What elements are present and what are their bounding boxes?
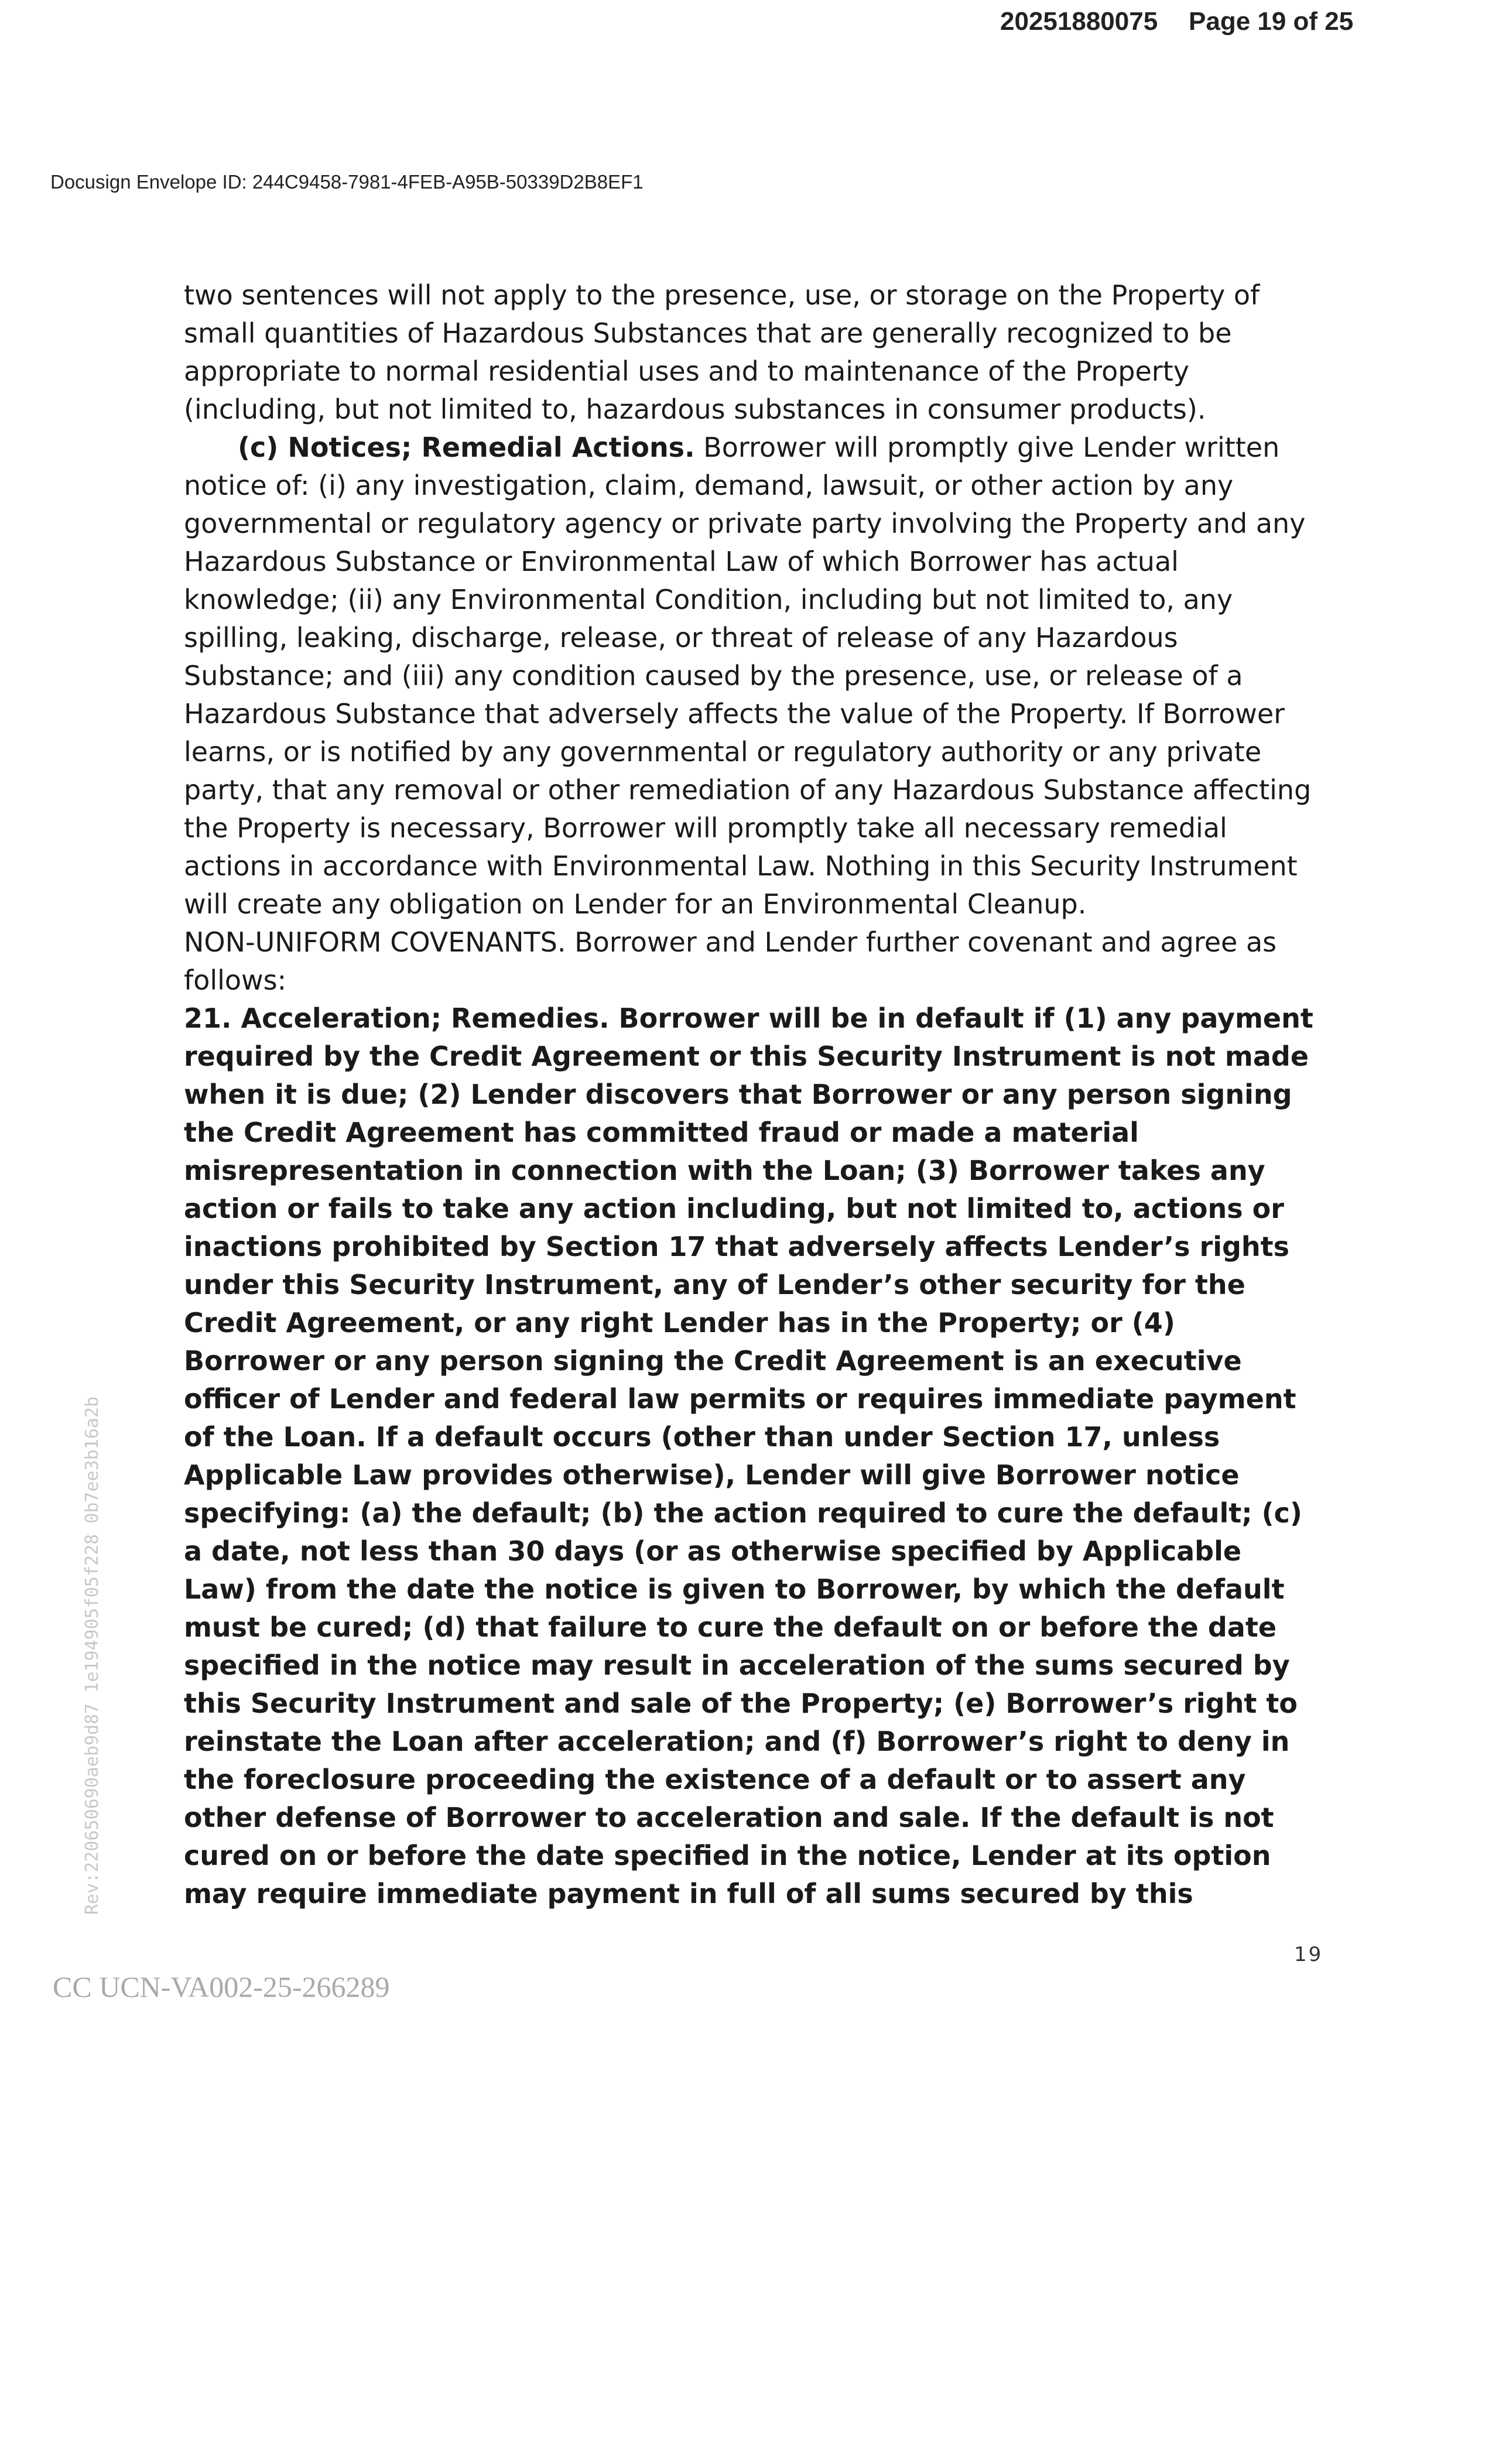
paragraph-notices [184,429,1320,923]
page-indicator: Page 19 of 25 [1189,7,1354,36]
non-uniform-covenants: NON-UNIFORM COVENANTS. Borrower and Lender further covenant and agree as follows: [184,926,1277,996]
recording-number: 20251880075 [1000,7,1158,36]
footer-stamp: CC UCN-VA002-25-266289 [53,1970,390,2003]
section-21-acceleration-remedies: 21. Acceleration; Remedies. Borrower will be in default if (1) any payment required by the Credit Agreement or this Security Instrument is not made when it is due; (2) Lender discovers that Borrower or any person signing the Credit Agreement has committed fraud or made a material misrepresentation in connection with the Loan; (3) Borrower takes any action or fails to take any action including, but not limited to, actions or inactions prohibited by Section 17 that adversely affects Lender’s rights under this Security Instrument, any of Lender’s other security for the Credit Agreement, or any right Lender has in the Property; or (4) Borrower or any person signing the Credit Agreement is an executive officer of Lender and federal law permits or requires immediate payment of the Loan. If a default occurs (other than under Section 17, unless Applicable Law provides otherwise), Lender will give Borrower notice specifying: (a) the default; (b) the action required to cure the default; (c) a date, not less than 30 days (or as otherwise specified by Applicable Law) from the date the notice is given to Borrower, by which the default must be cured; (d) that failure to cure the default on or before the date specified in the notice may result in acceleration of the sums secured by this Security Instrument and sale of the Property; (e) Borrower’s right to reinstate the Loan after acceleration; and (f) Borrower’s right to deny in the foreclosure proceeding the existence of a default or to assert any other defense of Borrower to acceleration and sale. If the default is not cured on or before the date specified in the notice, Lender at its option may require immediate payment in full of all sums secured by this [184,1002,1313,1909]
docusign-envelope-id: Docusign Envelope ID: 244C9458-7981-4FEB-A95B-50339D2B8EF1 [50,171,644,193]
paragraph-hazardous-substances: two sentences will not apply to the presence, use, or storage on the Property of small quantities of Hazardous Substances that are generally recognized to be appropriate to normal residential uses and to maintenance of the Property (including, but not limited to, hazardous substances in consumer products). [184,279,1260,425]
page-number: 19 [1294,1943,1323,1966]
notices-text: Borrower will promptly give Lender written notice of: (i) any investigation, claim, demand, lawsuit, or other action by any governmental or regulatory agency or private party involving the Property and any Hazardous Substance or Environmental Law of which Borrower has actual knowledge; (ii) any Environmental Condition, including but not limited to, any spilling, leaking, discharge, release, or threat of release of any Hazardous Substance; and (iii) any condition caused by the presence, use, or release of a Hazardous Substance that adversely affects the value of the Property. If Borrower learns, or is notified by any governmental or regulatory authority or any private party, that any removal or other remediation of any Hazardous Substance affecting the Property is necessary, Borrower will promptly take all necessary remedial actions in accordance with Environmental Law. Nothing in this Security Instrument will create any obligation on Lender for an Environmental Cleanup. [184,432,1312,920]
notices-heading: (c) Notices; Remedial Actions. [238,432,695,463]
side-revision-watermark: Rev:220650690aeb9d87 1e194905f05f228 0b7ee3b16a2b [82,1396,102,1915]
document-body [184,276,1320,1913]
